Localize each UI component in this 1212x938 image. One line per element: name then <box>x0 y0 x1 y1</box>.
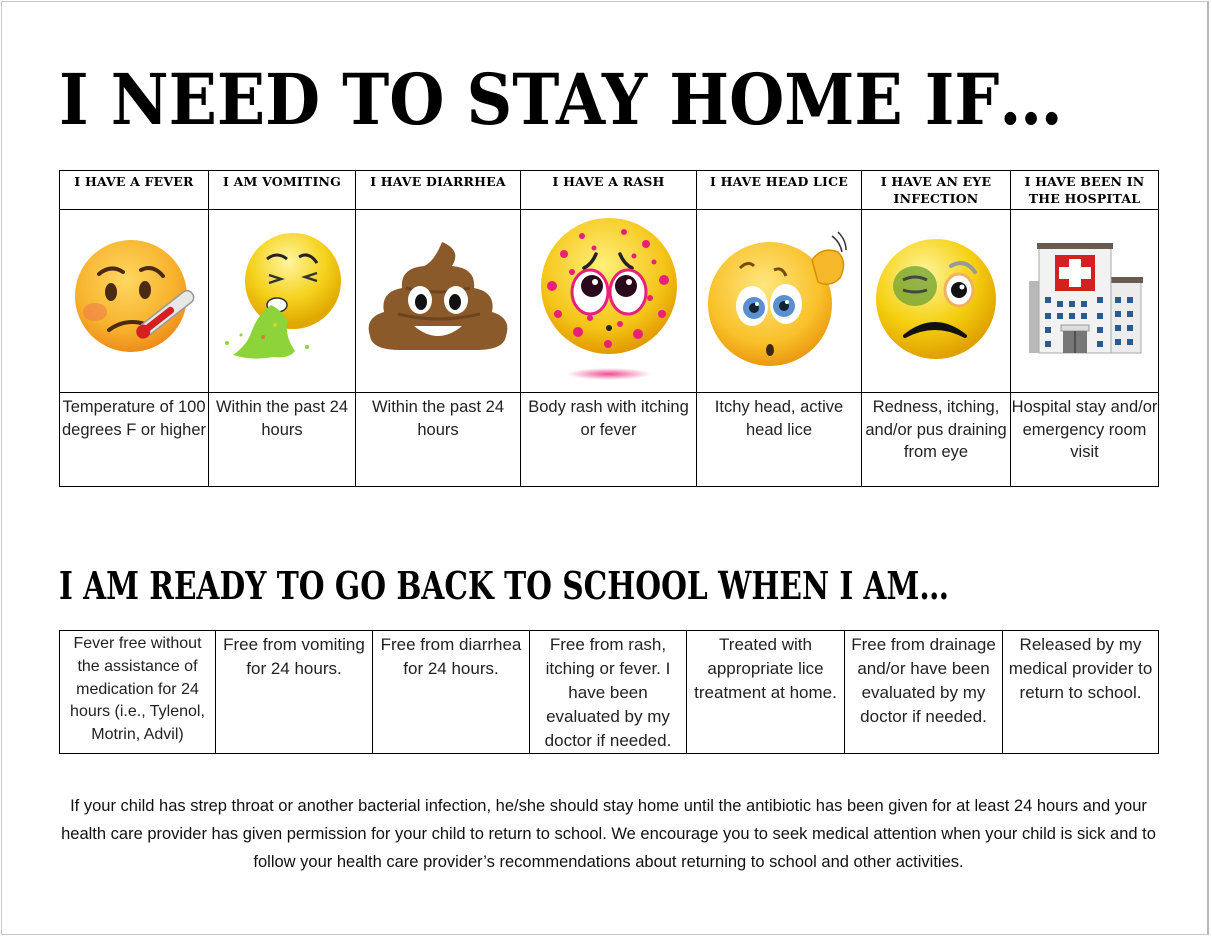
description-head-lice: Itchy head, active head lice <box>697 393 862 487</box>
return-criteria-fever: Fever free without the assistance of medication for 24 hours (i.e., Tylenol, Motrin, Advil) <box>60 631 216 754</box>
return-criteria-head-lice: Treated with appropriate lice treatment at home. <box>687 631 845 754</box>
description-eye-infection: Redness, itching, and/or pus draining from eye <box>862 393 1011 487</box>
stay-home-image-row <box>60 210 1159 393</box>
footer-note: If your child has strep throat or another bacterial infection, he/she should stay home until the antibiotic has been given for at least 24 hours and your health care provider has given permission for your child to return to school. We encourage you to seek medical attention when your child is sick and to follow your health care provider’s recommendations about returning to school and other activities. <box>61 797 1156 871</box>
image-cell-vomiting <box>209 210 356 393</box>
header-hospital: I HAVE BEEN IN THE HOSPITAL <box>1011 171 1159 210</box>
image-cell-hospital <box>1011 210 1159 393</box>
back-to-school-table <box>59 630 1159 754</box>
stay-home-header-row <box>60 171 1159 210</box>
vomiting-face-icon <box>215 229 350 369</box>
stay-home-description-row <box>60 393 1159 487</box>
rash-face-icon <box>534 214 684 384</box>
header-fever: I HAVE A FEVER <box>60 171 209 210</box>
image-cell-head-lice <box>697 210 862 393</box>
head-scratching-face-icon <box>704 224 854 374</box>
header-rash: I HAVE A RASH <box>521 171 697 210</box>
return-criteria-rash: Free from rash, itching or fever. I have been evaluated by my doctor if needed. <box>530 631 687 754</box>
section-subtitle: I AM READY TO GO BACK TO SCHOOL WHEN I AM… <box>59 563 950 608</box>
return-criteria-hospital: Released by my medical provider to return to school. <box>1003 631 1159 754</box>
header-vomiting: I AM VOMITING <box>209 171 356 210</box>
description-diarrhea: Within the past 24 hours <box>356 393 521 487</box>
page-title: I NEED TO STAY HOME IF… <box>59 58 1063 141</box>
description-vomiting: Within the past 24 hours <box>209 393 356 487</box>
image-cell-diarrhea <box>356 210 521 393</box>
return-criteria-vomiting: Free from vomiting for 24 hours. <box>216 631 373 754</box>
header-head-lice: I HAVE HEAD LICE <box>697 171 862 210</box>
description-fever: Temperature of 100 degrees F or higher <box>60 393 209 487</box>
eye-infection-face-icon <box>871 234 1001 364</box>
return-criteria-eye-infection: Free from drainage and/or have been evaluated by my doctor if needed. <box>845 631 1003 754</box>
header-eye-infection: I HAVE AN EYE INFECTION <box>862 171 1011 210</box>
image-cell-fever <box>60 210 209 393</box>
stay-home-table <box>59 170 1159 487</box>
image-cell-eye-infection <box>862 210 1011 393</box>
back-to-school-row <box>60 631 1159 754</box>
hospital-icon <box>1025 239 1145 359</box>
document-page <box>1 1 1209 935</box>
description-rash: Body rash with itching or fever <box>521 393 697 487</box>
header-diarrhea: I HAVE DIARRHEA <box>356 171 521 210</box>
image-cell-rash <box>521 210 697 393</box>
return-criteria-diarrhea: Free from diarrhea for 24 hours. <box>373 631 530 754</box>
description-hospital: Hospital stay and/or emergency room visit <box>1011 393 1159 487</box>
thermometer-face-icon <box>69 234 199 364</box>
poop-icon <box>368 234 508 364</box>
